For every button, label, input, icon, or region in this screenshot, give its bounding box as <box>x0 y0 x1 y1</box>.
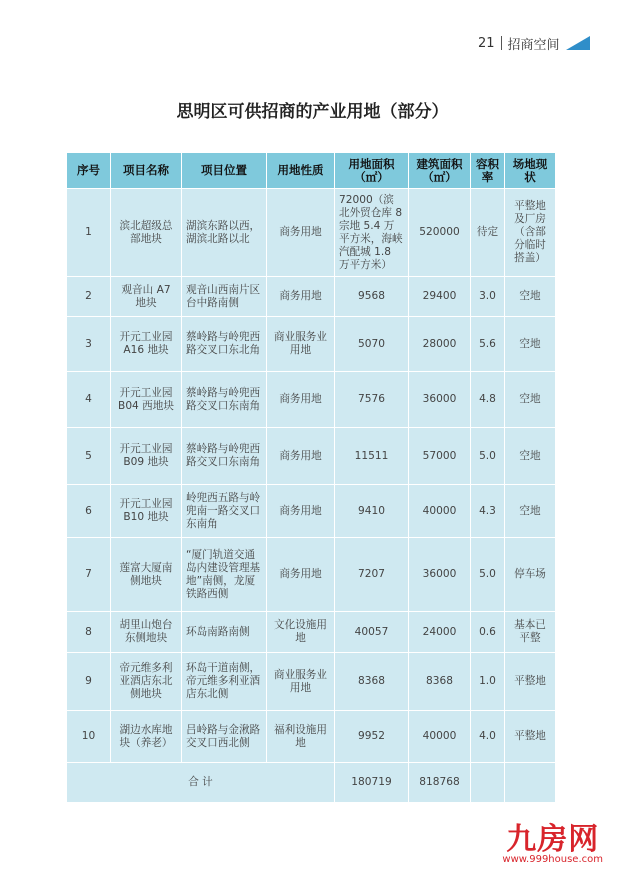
table-row <box>67 538 556 612</box>
cell-location: 岭兜西五路与岭兜南一路交叉口东南角 <box>182 485 267 538</box>
cell-plot-ratio: 待定 <box>471 189 505 277</box>
cell-building-area: 36000 <box>409 372 471 428</box>
cell-land-area: 11511 <box>335 428 409 485</box>
cell-index: 9 <box>67 653 111 711</box>
cell-site-status: 平整地 <box>505 653 556 711</box>
cell-project-name: 帝元维多利亚酒店东北侧地块 <box>111 653 182 711</box>
cell-site-status: 空地 <box>505 277 556 317</box>
cell-index: 8 <box>67 612 111 653</box>
cell-plot-ratio: 5.0 <box>471 428 505 485</box>
cell-index: 6 <box>67 485 111 538</box>
cell-location: 蔡岭路与岭兜西路交叉口东南角 <box>182 428 267 485</box>
column-header: 场地现状 <box>505 153 556 189</box>
cell-land-use: 商务用地 <box>267 485 335 538</box>
cell-building-area: 28000 <box>409 317 471 372</box>
cell-site-status: 空地 <box>505 372 556 428</box>
cell-land-use: 商务用地 <box>267 277 335 317</box>
table-header-row <box>67 153 556 189</box>
cell-plot-ratio: 4.3 <box>471 485 505 538</box>
cell-location: 环岛干道南侧，帝元维多利亚酒店东北侧 <box>182 653 267 711</box>
page-title: 思明区可供招商的产业用地（部分） <box>176 102 449 122</box>
cell-land-area: 72000（滨北外贸仓库 8 宗地 5.4 万平方米，海峡汽配城 1.8 万平方米） <box>335 189 409 277</box>
cell-land-area: 9410 <box>335 485 409 538</box>
cell-land-use: 商务用地 <box>267 372 335 428</box>
column-header: 建筑面积（㎡） <box>409 153 471 189</box>
cell-building-area: 36000 <box>409 538 471 612</box>
cell-plot-ratio: 4.8 <box>471 372 505 428</box>
cell-building-area: 29400 <box>409 277 471 317</box>
cell-land-area: 7576 <box>335 372 409 428</box>
cell-site-status: 停车场 <box>505 538 556 612</box>
cell-site-status: 基本已平整 <box>505 612 556 653</box>
cell-land-area: 9952 <box>335 711 409 763</box>
cell-location: 蔡岭路与岭兜西路交叉口东北角 <box>182 317 267 372</box>
total-empty-cell <box>471 763 505 803</box>
cell-site-status: 平整地 <box>505 711 556 763</box>
cell-project-name: 胡里山炮台东侧地块 <box>111 612 182 653</box>
cell-land-area: 9568 <box>335 277 409 317</box>
cell-site-status: 平整地及厂房（含部分临时搭盖） <box>505 189 556 277</box>
cell-project-name: 滨北超级总部地块 <box>111 189 182 277</box>
table-row <box>67 653 556 711</box>
cell-building-area: 40000 <box>409 485 471 538</box>
cell-land-use: 商务用地 <box>267 189 335 277</box>
cell-index: 5 <box>67 428 111 485</box>
cell-location: 蔡岭路与岭兜西路交叉口东南角 <box>182 372 267 428</box>
cell-plot-ratio: 3.0 <box>471 277 505 317</box>
cell-land-use: 福利设施用地 <box>267 711 335 763</box>
watermark-url: www.999house.com <box>502 854 603 865</box>
table-row <box>67 612 556 653</box>
cell-land-use: 文化设施用地 <box>267 612 335 653</box>
table-row <box>67 711 556 763</box>
page-number: 21 <box>478 35 495 51</box>
column-header: 用地性质 <box>267 153 335 189</box>
cell-land-use: 商业服务业用地 <box>267 653 335 711</box>
cell-location: 环岛南路南侧 <box>182 612 267 653</box>
cell-plot-ratio: 5.0 <box>471 538 505 612</box>
cell-building-area: 57000 <box>409 428 471 485</box>
table-row <box>67 372 556 428</box>
table-row <box>67 317 556 372</box>
header-divider <box>501 36 502 50</box>
cell-site-status: 空地 <box>505 317 556 372</box>
column-header: 项目名称 <box>111 153 182 189</box>
watermark-logo: 九房网 <box>506 822 600 857</box>
cell-site-status: 空地 <box>505 428 556 485</box>
cell-project-name: 开元工业园 B04 西地块 <box>111 372 182 428</box>
cell-land-area: 5070 <box>335 317 409 372</box>
cell-building-area: 520000 <box>409 189 471 277</box>
cell-index: 4 <box>67 372 111 428</box>
table-row <box>67 277 556 317</box>
cell-land-use: 商务用地 <box>267 538 335 612</box>
watermark <box>502 824 603 865</box>
cell-site-status: 空地 <box>505 485 556 538</box>
cell-project-name: 观音山 A7 地块 <box>111 277 182 317</box>
land-table <box>66 152 556 803</box>
cell-index: 1 <box>67 189 111 277</box>
cell-index: 10 <box>67 711 111 763</box>
cell-land-use: 商业服务业用地 <box>267 317 335 372</box>
cell-index: 2 <box>67 277 111 317</box>
cell-location: “厦门轨道交通岛内建设管理基地”南侧，龙厦铁路西侧 <box>182 538 267 612</box>
cell-location: 湖滨东路以西，湖滨北路以北 <box>182 189 267 277</box>
cell-project-name: 开元工业园 B10 地块 <box>111 485 182 538</box>
cell-building-area: 40000 <box>409 711 471 763</box>
cell-project-name: 湖边水库地块（养老） <box>111 711 182 763</box>
section-title: 招商空间 <box>507 37 560 53</box>
column-header: 容积率 <box>471 153 505 189</box>
cell-land-area: 8368 <box>335 653 409 711</box>
cell-land-area: 40057 <box>335 612 409 653</box>
total-empty-cell <box>505 763 556 803</box>
cell-plot-ratio: 0.6 <box>471 612 505 653</box>
table-row <box>67 485 556 538</box>
cell-project-name: 开元工业园 B09 地块 <box>111 428 182 485</box>
cell-project-name: 开元工业园 A16 地块 <box>111 317 182 372</box>
column-header: 序号 <box>67 153 111 189</box>
total-row <box>67 763 556 803</box>
cell-plot-ratio: 4.0 <box>471 711 505 763</box>
cell-plot-ratio: 5.6 <box>471 317 505 372</box>
total-land-area: 180719 <box>335 763 409 803</box>
table-row <box>67 428 556 485</box>
total-label: 合 计 <box>67 763 335 803</box>
cell-project-name: 莲富大厦南侧地块 <box>111 538 182 612</box>
cell-location: 观音山西南片区台中路南侧 <box>182 277 267 317</box>
page-header <box>478 32 590 54</box>
table-row <box>67 189 556 277</box>
cell-building-area: 8368 <box>409 653 471 711</box>
cell-index: 3 <box>67 317 111 372</box>
cell-land-use: 商务用地 <box>267 428 335 485</box>
cell-plot-ratio: 1.0 <box>471 653 505 711</box>
cell-index: 7 <box>67 538 111 612</box>
corner-triangle-icon <box>566 36 590 50</box>
total-building-area: 818768 <box>409 763 471 803</box>
cell-location: 吕岭路与金湫路交叉口西北侧 <box>182 711 267 763</box>
column-header: 用地面积（㎡） <box>335 153 409 189</box>
cell-building-area: 24000 <box>409 612 471 653</box>
column-header: 项目位置 <box>182 153 267 189</box>
cell-land-area: 7207 <box>335 538 409 612</box>
